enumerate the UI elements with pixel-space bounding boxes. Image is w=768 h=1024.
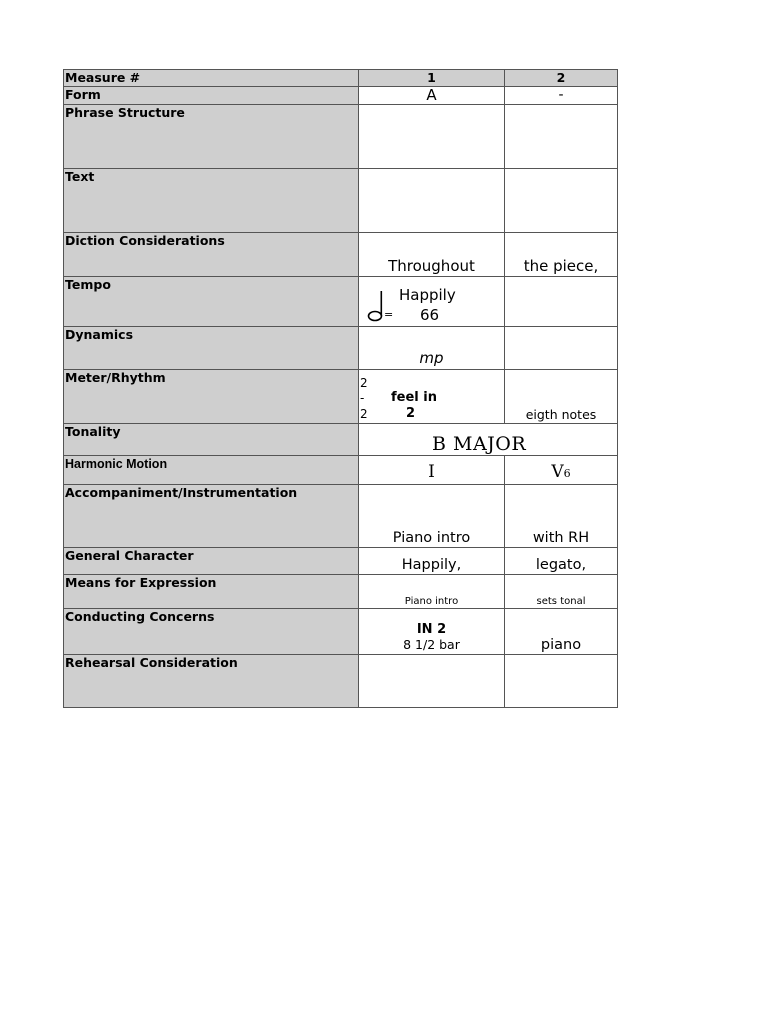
- diction-label: Diction Considerations: [64, 233, 359, 277]
- dynamics-label: Dynamics: [64, 327, 359, 370]
- tempo-m1-cell: [359, 277, 505, 327]
- conducting-label: Conducting Concerns: [64, 609, 359, 655]
- harmonic-label: Harmonic Motion: [64, 456, 359, 485]
- dynamics-row: [64, 327, 618, 370]
- character-row: [64, 548, 618, 575]
- accompaniment-m1: Piano intro: [392, 530, 471, 546]
- conducting-m2-cell: [505, 609, 618, 655]
- conducting-row: [64, 609, 618, 655]
- diction-m2: the piece,: [523, 257, 599, 275]
- meter-m1-cell: [359, 370, 505, 424]
- header-row: [64, 70, 618, 87]
- character-m2-cell: [505, 548, 618, 575]
- text-row: [64, 169, 618, 233]
- rehearsal-row: [64, 655, 618, 708]
- character-m2: legato,: [535, 557, 587, 573]
- phrase-structure-row: [64, 105, 618, 169]
- diction-m2-cell: [505, 233, 618, 277]
- phrase-structure-m2: [505, 105, 618, 169]
- measure-2-header: 2: [505, 70, 618, 87]
- time-signature-top: 2: [360, 376, 368, 390]
- accompaniment-m1-cell: [359, 485, 505, 548]
- expression-m1-cell: [359, 575, 505, 609]
- harmonic-m2: V: [551, 462, 564, 482]
- tonality-row: [64, 424, 618, 456]
- meter-label: Meter/Rhythm: [64, 370, 359, 424]
- rehearsal-label: Rehearsal Consideration: [64, 655, 359, 708]
- meter-row: [64, 370, 618, 424]
- time-signature-bottom: 2: [360, 407, 368, 421]
- accompaniment-m2: with RH: [532, 530, 590, 546]
- conducting-m2: piano: [540, 637, 582, 653]
- expression-label: Means for Expression: [64, 575, 359, 609]
- harmonic-m2-wrap: [505, 462, 617, 482]
- dynamics-m1-cell: [359, 327, 505, 370]
- score-analysis-table: [63, 69, 618, 708]
- form-m1: A: [359, 87, 505, 105]
- tonality-cell: [359, 424, 618, 456]
- feel-text: feel in: [391, 390, 437, 405]
- character-m1: Happily,: [401, 557, 462, 573]
- measure-header-label: Measure #: [64, 70, 359, 87]
- dynamics-m2: [505, 327, 618, 370]
- conducting-m1-line1: IN 2: [416, 622, 447, 637]
- meter-m2-cell: [505, 370, 618, 424]
- tonality-value: B MAJOR: [432, 433, 527, 455]
- character-label: General Character: [64, 548, 359, 575]
- text-m2: [505, 169, 618, 233]
- time-signature-dash: -: [360, 391, 365, 405]
- dynamics-m1: mp: [419, 349, 444, 367]
- form-row: [64, 87, 618, 105]
- tempo-row: [64, 277, 618, 327]
- accompaniment-row: [64, 485, 618, 548]
- accompaniment-label: Accompaniment/Instrumentation: [64, 485, 359, 548]
- tonality-label: Tonality: [64, 424, 359, 456]
- harmonic-m1: I: [428, 462, 435, 482]
- diction-row: [64, 233, 618, 277]
- text-label: Text: [64, 169, 359, 233]
- form-m2: -: [505, 87, 618, 105]
- character-m1-cell: [359, 548, 505, 575]
- tempo-m2: [505, 277, 618, 327]
- meter-m2: eigth notes: [525, 407, 597, 422]
- conducting-m1-line2: 8 1/2 bar: [403, 637, 460, 652]
- form-label: Form: [64, 87, 359, 105]
- text-m1: [359, 169, 505, 233]
- tempo-value: 66: [420, 306, 440, 324]
- expression-m1: Piano intro: [404, 596, 459, 607]
- harmonic-m2-inversion: 6: [563, 467, 571, 480]
- diction-m1: Throughout: [388, 257, 475, 275]
- tempo-equals: =: [384, 308, 394, 321]
- harmonic-row: [64, 456, 618, 485]
- expression-m2: sets tonal: [536, 596, 586, 607]
- expression-row: [64, 575, 618, 609]
- phrase-structure-label: Phrase Structure: [64, 105, 359, 169]
- harmonic-m1-cell: [359, 456, 505, 485]
- phrase-structure-m1: [359, 105, 505, 169]
- conducting-m1-cell: [359, 609, 505, 655]
- diction-m1-cell: [359, 233, 505, 277]
- rehearsal-m2: [505, 655, 618, 708]
- rehearsal-m1: [359, 655, 505, 708]
- accompaniment-m2-cell: [505, 485, 618, 548]
- feel-value: 2: [406, 406, 416, 421]
- tempo-label: Tempo: [64, 277, 359, 327]
- tempo-word: Happily: [399, 286, 456, 304]
- harmonic-m2-cell: [505, 456, 618, 485]
- expression-m2-cell: [505, 575, 618, 609]
- measure-1-header: 1: [359, 70, 505, 87]
